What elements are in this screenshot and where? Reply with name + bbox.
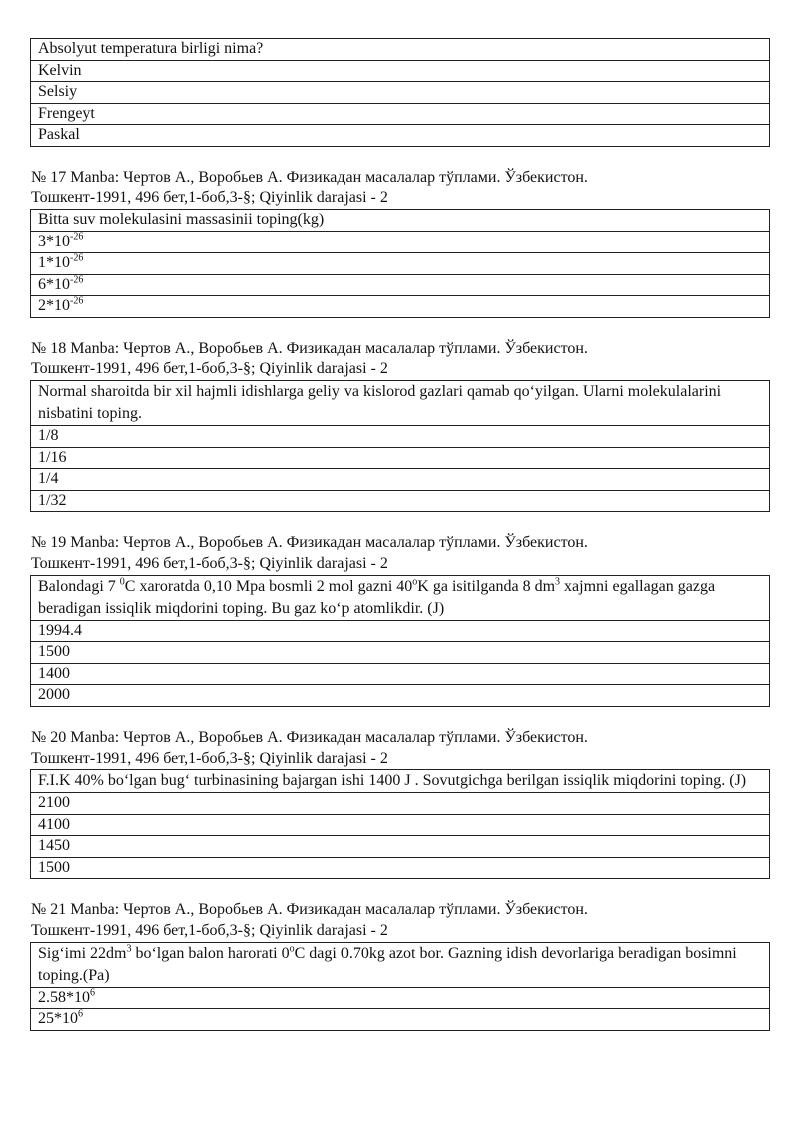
answer-option: Selsiy <box>31 82 770 104</box>
answer-exponent: -26 <box>70 274 84 286</box>
answer-option <box>31 253 770 275</box>
answer-option <box>31 987 770 1009</box>
question-text-part: C xaroratda 0,10 Mpa bosmli 2 mol gazni 40 <box>124 577 413 595</box>
question-table <box>30 209 770 318</box>
question-text-part: K ga isitilganda 8 dm <box>417 577 556 595</box>
header-line-2: Тошкент-1991, 496 бет,1-боб,3-§; Qiyinlik darajasi - 2 <box>31 360 388 378</box>
question-superscript: 0 <box>119 576 125 588</box>
answer-base: 6*10 <box>38 275 70 293</box>
answer-option: Paskal <box>31 125 770 147</box>
answer-option: 2000 <box>31 685 770 707</box>
question-header <box>30 728 770 770</box>
question-table <box>30 769 770 879</box>
question-block-17 <box>30 168 770 318</box>
question-text: Bitta suv molekulasini massasinii toping(kg) <box>31 210 770 232</box>
answer-base: 2*10 <box>38 297 70 315</box>
answer-option: 2100 <box>31 793 770 815</box>
question-superscript: 3 <box>126 943 132 955</box>
answer-exponent: 6 <box>78 1009 83 1021</box>
question-block-19 <box>30 533 770 707</box>
question-text-part: xajmni egallagan gazga beradigan issiqlik miqdorini toping. Bu gaz ko‘p atomlikdir. (J) <box>38 577 716 617</box>
answer-option: 1994.4 <box>31 620 770 642</box>
answer-option <box>31 274 770 296</box>
answer-base: 25*10 <box>38 1010 78 1028</box>
answer-option <box>31 296 770 318</box>
question-block-21 <box>30 900 770 1031</box>
header-line-2: Тошкент-1991, 496 бет,1-боб,3-§; Qiyinlik darajasi - 2 <box>31 749 388 767</box>
header-line-2: Тошкент-1991, 496 бет,1-боб,3-§; Qiyinlik darajasi - 2 <box>31 922 388 940</box>
answer-base: 3*10 <box>38 232 70 250</box>
answer-exponent: -26 <box>70 231 84 243</box>
question-text-part: bo‘lgan balon harorati 0 <box>131 944 290 962</box>
question-header <box>30 168 770 210</box>
question-text: Normal sharoitda bir xil hajmli idishlarga geliy va kislorod gazlari qamab qo‘yilgan. Ularni molekulalarini nisbatini toping. <box>31 381 770 426</box>
header-line-2: Тошкент-1991, 496 бет,1-боб,3-§; Qiyinlik darajasi - 2 <box>31 189 388 207</box>
answer-option: 1500 <box>31 857 770 879</box>
answer-option: 1450 <box>31 836 770 858</box>
header-line-1: № 19 Manba: Чертов А., Воробьев А. Физикадан масалалар тўплами. Ўзбекистон. <box>31 534 588 552</box>
answer-option: 1/4 <box>31 469 770 491</box>
question-superscript: 3 <box>555 576 561 588</box>
question-block-20 <box>30 728 770 880</box>
question-superscript: o <box>289 943 295 955</box>
question-text: F.I.K 40% bo‘lgan bug‘ turbinasining bajargan ishi 1400 J . Sovutgichga berilgan issiqlik miqdorini toping. (J) <box>31 770 770 793</box>
question-text: Absolyut temperatura birligi nima? <box>31 39 770 61</box>
header-line-1: № 21 Manba: Чертов А., Воробьев А. Физикадан масалалар тўплами. Ўзбекистон. <box>31 901 588 919</box>
header-line-2: Тошкент-1991, 496 бет,1-боб,3-§; Qiyinlik darajasi - 2 <box>31 554 388 572</box>
answer-exponent: -26 <box>70 295 84 307</box>
header-line-1: № 20 Manba: Чертов А., Воробьев А. Физикадан масалалар тўплами. Ўзбекистон. <box>31 728 588 746</box>
answer-option: 1500 <box>31 642 770 664</box>
answer-option: Frengeyt <box>31 103 770 125</box>
answer-option <box>31 1009 770 1031</box>
answer-exponent: 6 <box>90 987 95 999</box>
answer-option: 1/8 <box>31 426 770 448</box>
question-table <box>30 38 770 147</box>
answer-option <box>31 231 770 253</box>
question-block-top <box>30 38 770 147</box>
question-text-part: Balondagi 7 <box>38 577 120 595</box>
question-superscript: o <box>412 576 418 588</box>
header-line-1: № 18 Manba: Чертов А., Воробьев А. Физикадан масалалар тўплами. Ўзбекистон. <box>31 339 588 357</box>
question-header <box>30 533 770 575</box>
question-table <box>30 380 770 512</box>
question-text-part: C dagi 0.70kg azot bor. Gazning idish devorlariga beradigan bosimni toping.(Pa) <box>38 944 737 984</box>
question-header <box>30 900 770 942</box>
header-line-1: № 17 Manba: Чертов А., Воробьев А. Физикадан масалалар тўплами. Ўзбекистон. <box>31 168 588 186</box>
question-text <box>31 942 770 987</box>
question-table <box>30 942 770 1031</box>
answer-base: 1*10 <box>38 254 70 272</box>
question-header <box>30 339 770 381</box>
answer-option: 1/16 <box>31 447 770 469</box>
document-page <box>30 38 770 1052</box>
answer-exponent: -26 <box>70 252 84 264</box>
question-text-part: Sig‘imi 22dm <box>38 944 127 962</box>
answer-option: 1400 <box>31 663 770 685</box>
answer-base: 2.58*10 <box>38 988 90 1006</box>
answer-option: 1/32 <box>31 490 770 512</box>
answer-option: Kelvin <box>31 60 770 82</box>
question-table <box>30 575 770 707</box>
answer-option: 4100 <box>31 814 770 836</box>
question-text <box>31 575 770 620</box>
question-block-18 <box>30 339 770 513</box>
